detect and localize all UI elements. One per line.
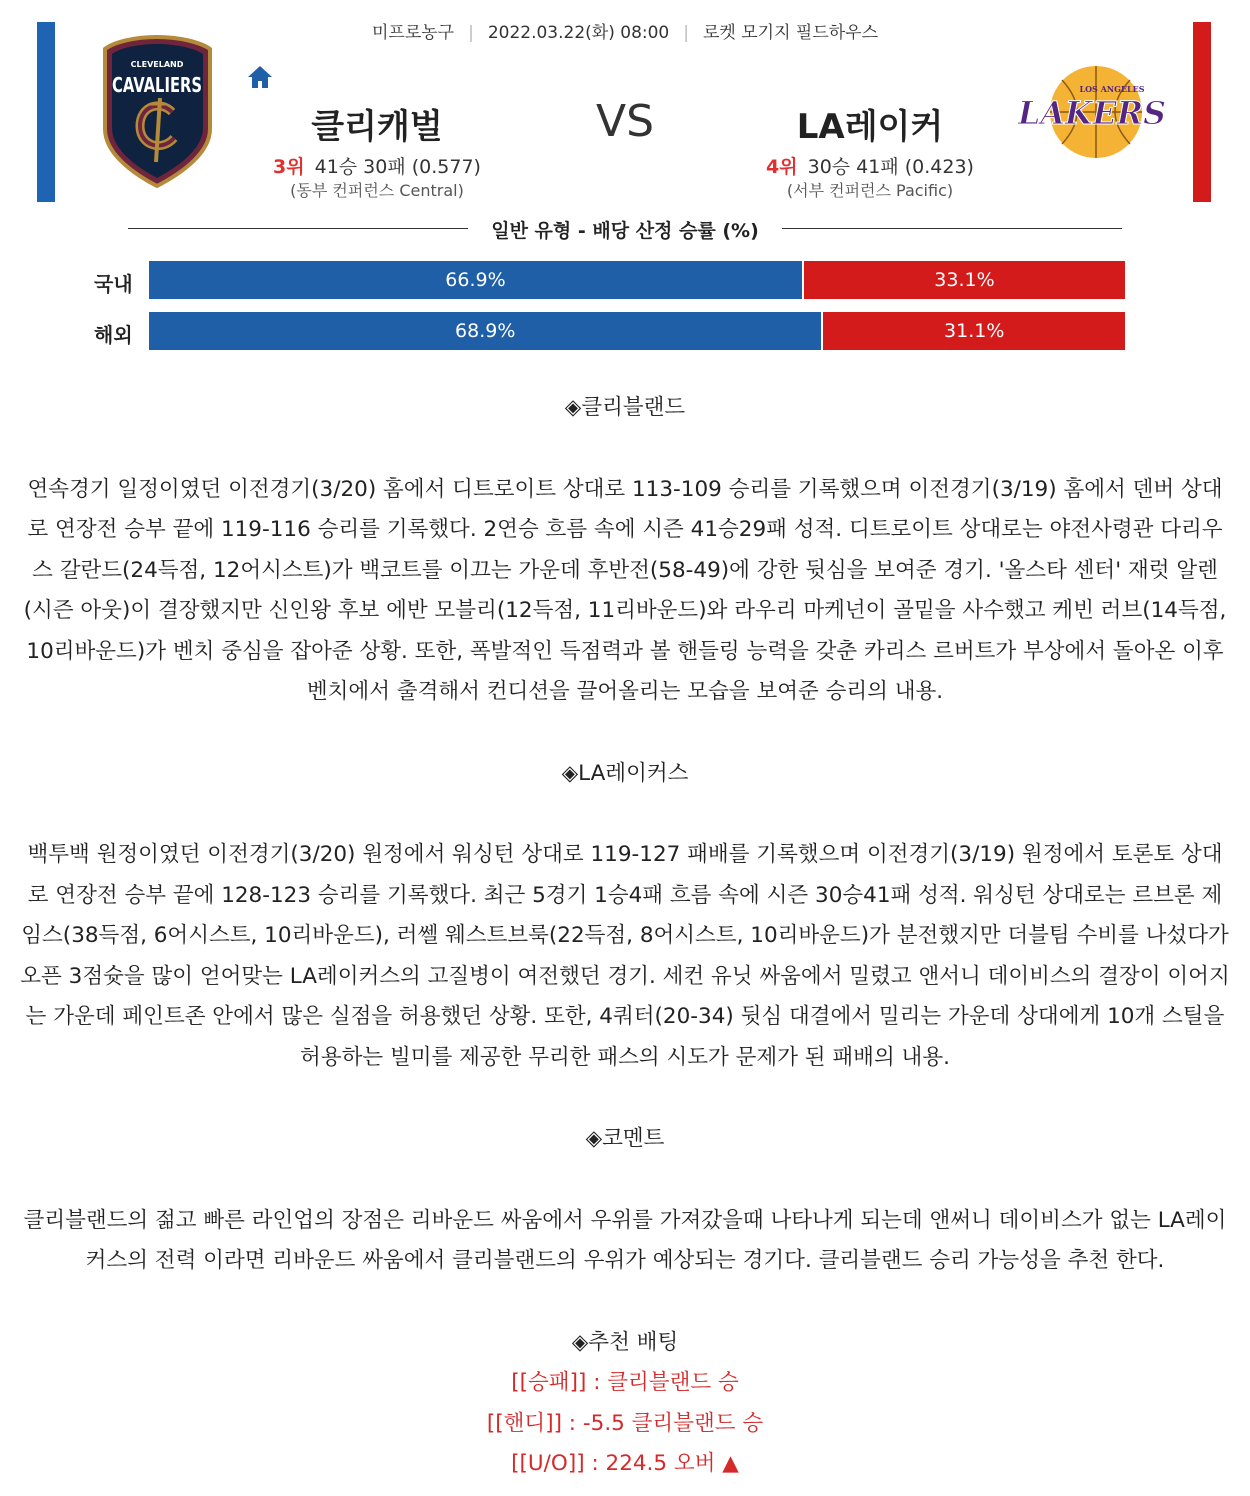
away-team-name: LA레이커 <box>796 107 944 147</box>
away-rank: 4위 <box>766 156 798 178</box>
away-prob-segment: 33.1% <box>802 261 1125 299</box>
bet-line: [[핸디]] : -5.5 클리블랜드 승 <box>486 1410 764 1436</box>
home-team-name: 클리캐벌 <box>311 107 443 147</box>
comment-text: 클리블랜드의 젊고 빠른 라인업의 장점은 리바운드 싸움에서 우위를 가져갔을때 나타나게 되는데 앤써니 데이비스가 없는 LA레이커스의 전력 이라면 리바운드 싸움에서 클리블랜드의 우위가 예상되는 경기다. 클리블랜드 승리 가능성을 추천 한다. <box>23 1207 1227 1273</box>
away-win-loss: 30승 41패 (0.423) <box>807 156 974 178</box>
lakers-logo <box>1012 62 1170 162</box>
odds-row-label: 국내 <box>94 272 133 296</box>
cavaliers-logo <box>100 34 215 189</box>
home-win-loss: 41승 30패 (0.577) <box>314 156 481 178</box>
article-body <box>20 388 1230 1485</box>
bet-heading: ◈추천 배팅 <box>571 1329 679 1355</box>
odds-row-label: 해외 <box>94 323 133 347</box>
league-label: 미프로농구 <box>371 23 455 43</box>
title-rule-left <box>128 228 468 229</box>
home-analysis-text: 연속경기 일정이였던 이전경기(3/20) 홈에서 디트로이트 상대로 113-109 승리를 기록했으며 이전경기(3/19) 홈에서 덴버 상대로 연장전 승부 끝에 119-116 승리를 기록했다. 2연승 흐름 속에 시즌 41승29패 성적. 디트로이트 상대로는 야전사령관 다리우스 갈란드(24득점, 12어시스트)가 백코트를 이끄는 가운데 후반전(58-49)에 강한 뒷심을 보여준 경기. '올스타 센터' 재럿 알렌(시즌 아웃)이 결장했지만 신인왕 후보 에반 모블리(12득점, 11리바운드)와 라우리 마케넌이 골밑을 사수했고 케빈 러브(14득점, 10리바운드)가 벤치 중심을 잡아준 상황. 또한, 폭발적인 득점력과 볼 핸들링 능력을 갖춘 카리스 르버트가 부상에서 돌아온 이후 벤치에서 출격해서 컨디션을 끌어올리는 모습을 보여준 승리의 내용. <box>23 476 1227 704</box>
home-prob-segment: 68.9% <box>149 312 821 350</box>
match-datetime: 2022.03.22(화) 08:00 <box>487 23 670 43</box>
away-color-bar <box>1193 22 1211 202</box>
away-conference: (서부 컨퍼런스 Pacific) <box>786 181 954 200</box>
away-prob-segment: 31.1% <box>821 312 1125 350</box>
home-color-bar <box>37 22 55 202</box>
title-rule-right <box>782 228 1122 229</box>
odds-bar-domestic <box>149 261 1125 299</box>
logo-text-main: CAVALIERS <box>112 73 202 97</box>
divider: | <box>468 23 474 43</box>
away-analysis-text: 백투백 원정이였던 이전경기(3/20) 원정에서 워싱턴 상대로 119-127 패배를 기록했으며 이전경기(3/19) 원정에서 토론토 상대로 연장전 승부 끝에 128-123 승리를 기록했다. 최근 5경기 1승4패 흐름 속에 시즌 30승41패 성적. 워싱턴 상대로는 르브론 제임스(38득점, 6어시스트, 10리바운드), 러쎌 웨스트브룩(22득점, 8어시스트, 10리바운드)가 분전했지만 더블팀 수비를 나섰다가 오픈 3점슛을 많이 얻어맞는 LA레이커스의 고질병이 여전했던 경기. 세컨 유닛 싸움에서 밀렸고 앤서니 데이비스의 결장이 이어지는 가운데 페인트존 안에서 많은 실점을 허용했던 상황. 또한, 4쿼터(20-34) 뒷심 대결에서 밀리는 가운데 상대에게 10개 스틸을 허용하는 빌미를 제공한 무리한 패스의 시도가 문제가 된 패배의 내용. <box>20 842 1230 1070</box>
logo-text-top: LOS ANGELES <box>1079 84 1145 94</box>
away-section-heading: ◈LA레이커스 <box>561 760 689 786</box>
bet-line: [[승패]] : 클리블랜드 승 <box>511 1370 739 1395</box>
home-prob-segment: 66.9% <box>149 261 802 299</box>
vs-label: VS <box>595 96 655 147</box>
home-icon <box>246 63 274 91</box>
bet-line: [[U/O]] : 224.5 오버 ▲ <box>511 1451 739 1476</box>
home-conference: (동부 컨퍼런스 Central) <box>290 181 464 200</box>
odds-bar-overseas <box>149 312 1125 350</box>
logo-text-top: CLEVELAND <box>130 60 184 69</box>
away-record <box>730 152 1010 179</box>
home-rank: 3위 <box>273 156 305 178</box>
home-record <box>237 152 517 179</box>
home-section-heading: ◈클리블랜드 <box>564 395 686 420</box>
logo-text-main: LAKERS <box>1017 94 1166 132</box>
odds-section-title: 일반 유형 - 배당 산정 승률 (%) <box>491 220 759 242</box>
venue-label: 로켓 모기지 필드하우스 <box>702 23 879 43</box>
comment-heading: ◈코멘트 <box>585 1126 665 1151</box>
divider: | <box>683 23 689 43</box>
